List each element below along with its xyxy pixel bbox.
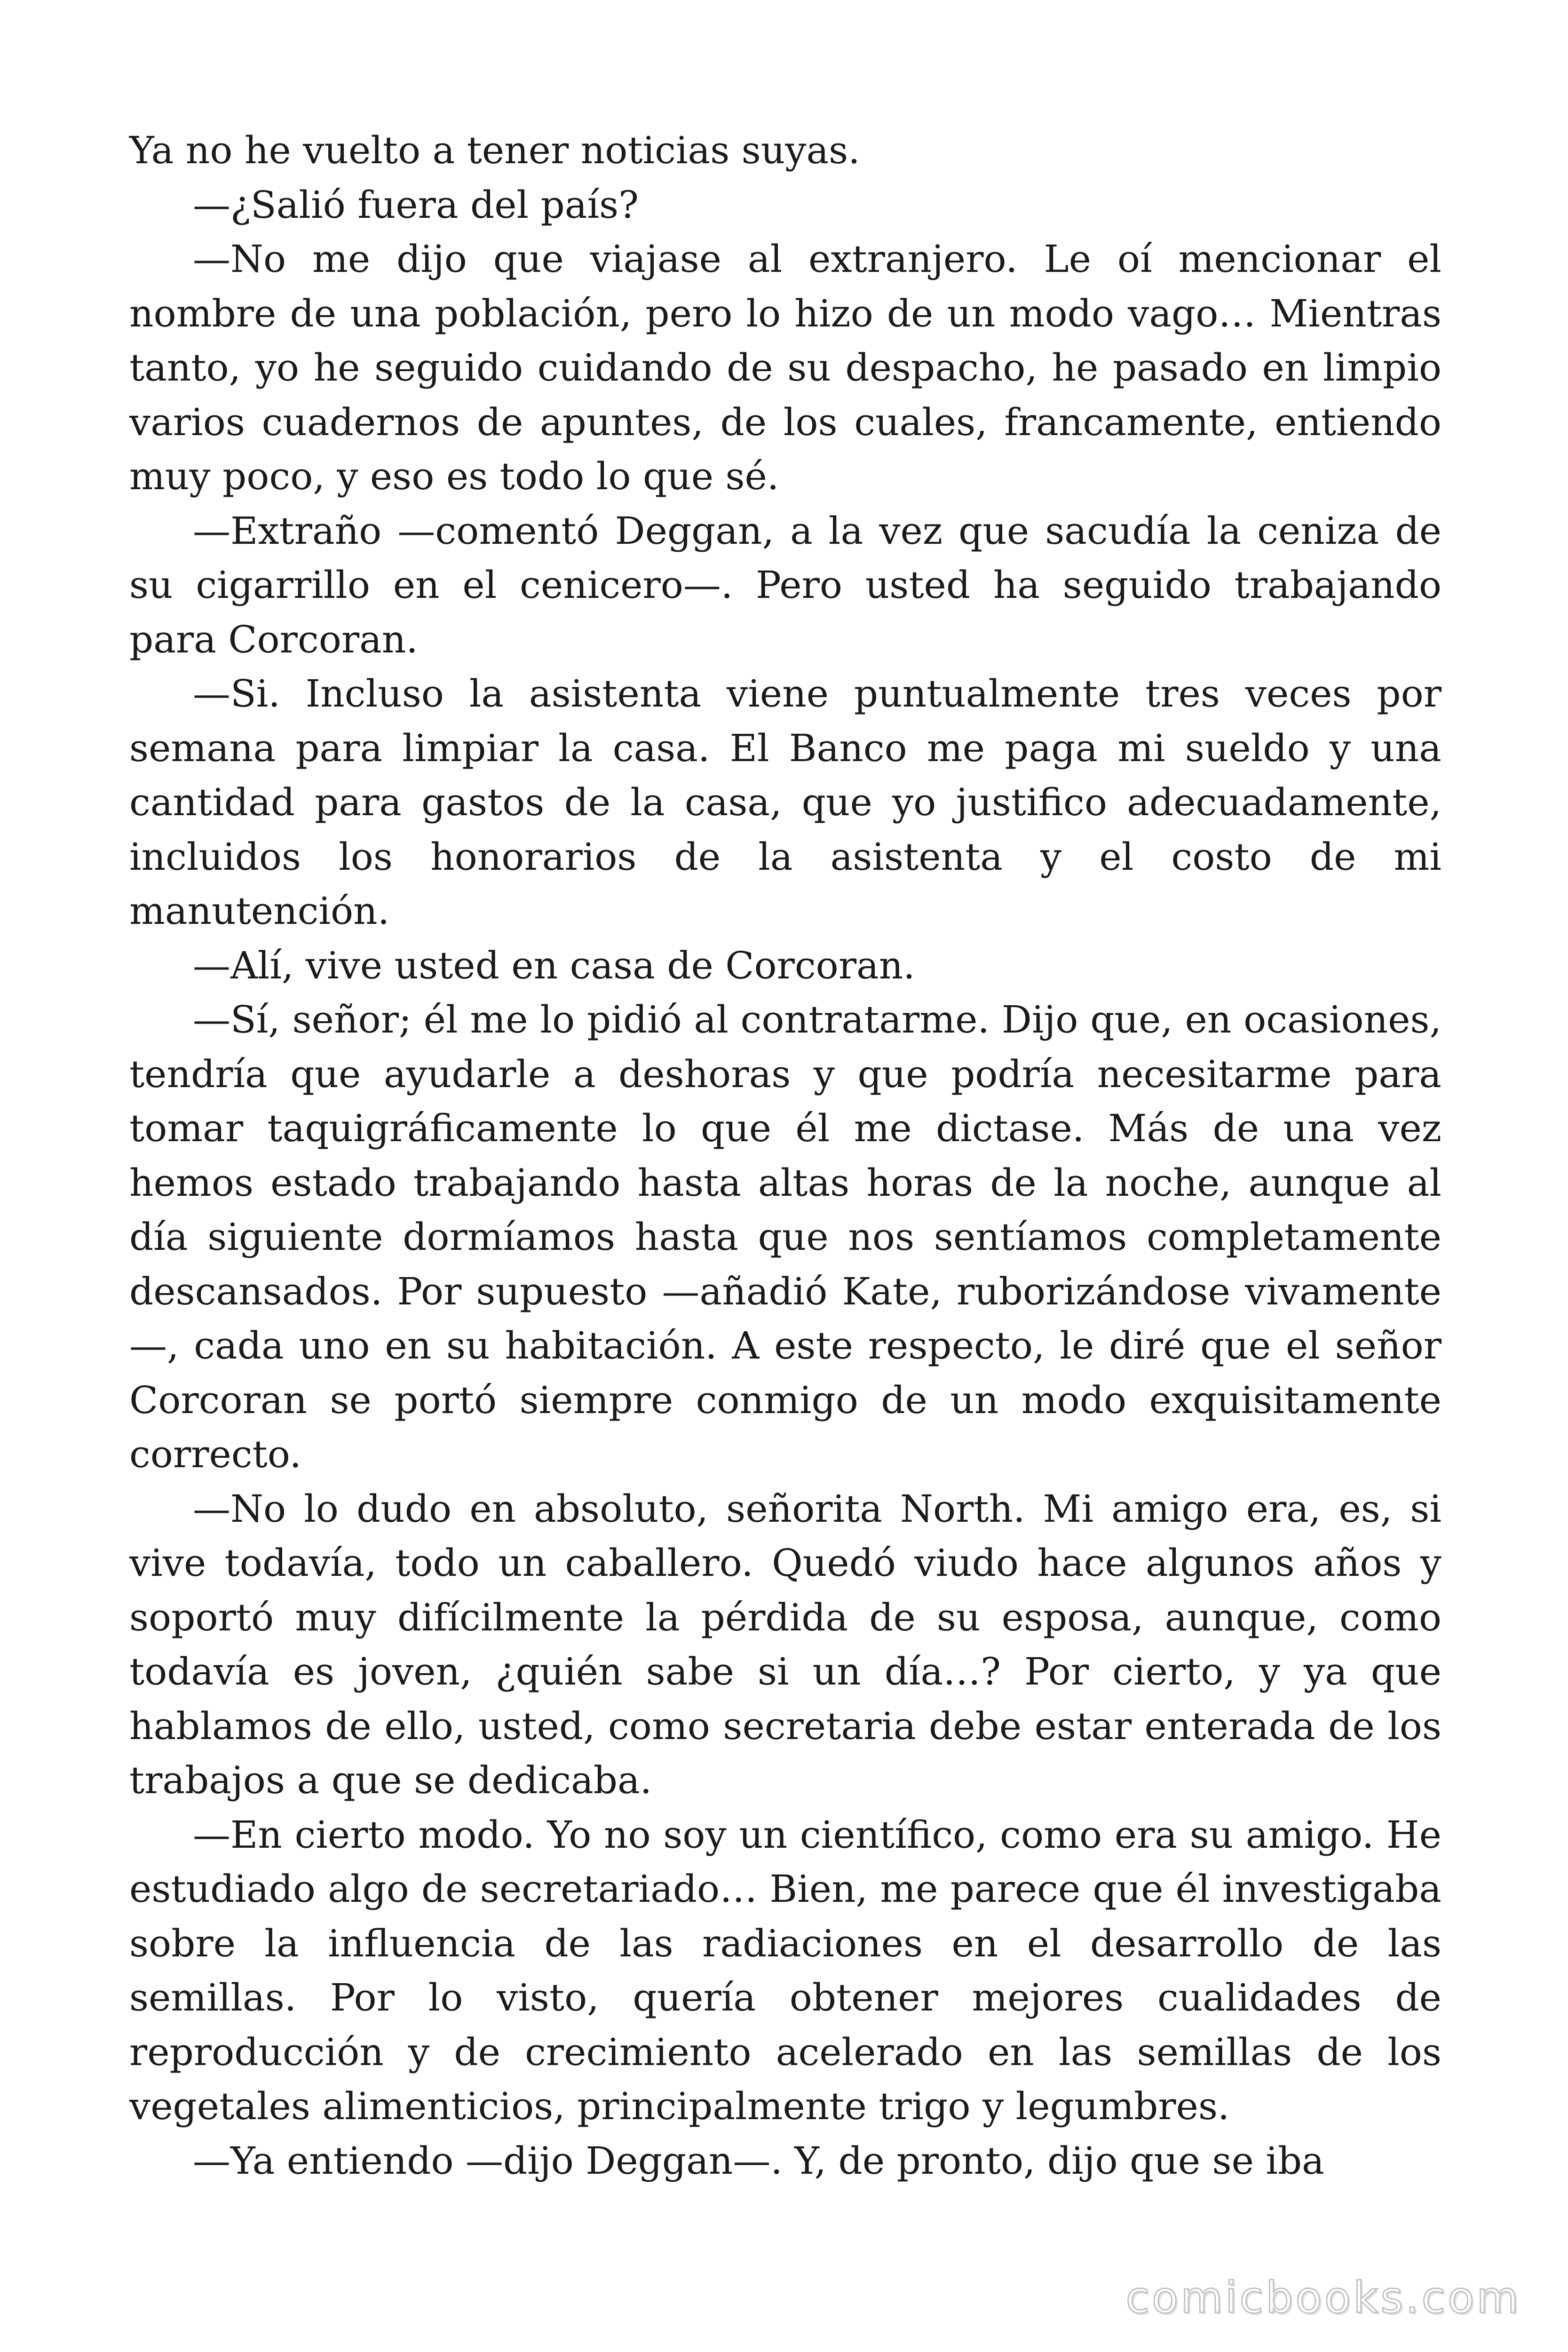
- body-text: [129, 123, 1441, 2188]
- paragraph-8: —No lo dudo en absoluto, señorita North. Mi amigo era, es, si vive todavía, todo un caballero. Quedó viudo hace algunos años y soportó muy difícilmente la pérdida de su esposa, aunque, como todavía es joven, ¿quién sabe si un día…? Por cierto, y ya que hablamos de ello, usted, como secretaria debe estar enterada de los trabajos a que se dedicaba.: [129, 1486, 1441, 1802]
- paragraph-3: —No me dijo que viajase al extranjero. Le oí mencionar el nombre de una población, pero lo hizo de un modo vago… Mientras tanto, yo he seguido cuidando de su despacho, he pasado en limpio varios cuadernos de apuntes, de los cuales, francamente, entiendo muy poco, y eso es todo lo que sé.: [129, 237, 1441, 498]
- paragraph-4: —Extraño —comentó Deggan, a la vez que sacudía la ceniza de su cigarrillo en el cenicero—. Pero usted ha seguido trabajando para Corcoran.: [129, 509, 1441, 661]
- paragraph-1: Ya no he vuelto a tener noticias suyas.: [129, 128, 860, 172]
- paragraph-9: —En cierto modo. Yo no soy un científico, como era su amigo. He estudiado algo de secretariado… Bien, me parece que él investigaba sobre la influencia de las radiaciones en el desarrollo de las semillas. Por lo visto, quería obtener mejores cualidades de reproducción y de crecimiento acelerado en las semillas de los vegetales alimenticios, principalmente trigo y legumbres.: [129, 1812, 1441, 2128]
- paragraph-5: —Si. Incluso la asistenta viene puntualmente tres veces por semana para limpiar la casa. El Banco me paga mi sueldo y una cantidad para gastos de la casa, que yo justifico adecuadamente, incluidos los honorarios de la asistenta y el costo de mi manutención.: [129, 672, 1441, 933]
- paragraph-6: —Alí, vive usted en casa de Corcoran.: [193, 943, 915, 987]
- watermark: comicbooks.com: [1125, 2273, 1521, 2323]
- paragraph-10: —Ya entiendo —dijo Deggan—. Y, de pronto, dijo que se iba: [193, 2138, 1324, 2183]
- paragraph-7: —Sí, señor; él me lo pidió al contratarme. Dijo que, en ocasiones, tendría que ayudarle a deshoras y que podría necesitarme para tomar taquigráficamente lo que él me dictase. Más de una vez hemos estado trabajando hasta altas horas de la noche, aunque al día siguiente dormíamos hasta que nos sentíamos completamente descansados. Por supuesto —añadió Kate, ruborizándose vivamente—, cada uno en su habitación. A este respecto, le diré que el señor Corcoran se portó siempre conmigo de un modo exquisitamente correcto.: [129, 998, 1441, 1476]
- paragraph-2: —¿Salió fuera del país?: [193, 183, 639, 227]
